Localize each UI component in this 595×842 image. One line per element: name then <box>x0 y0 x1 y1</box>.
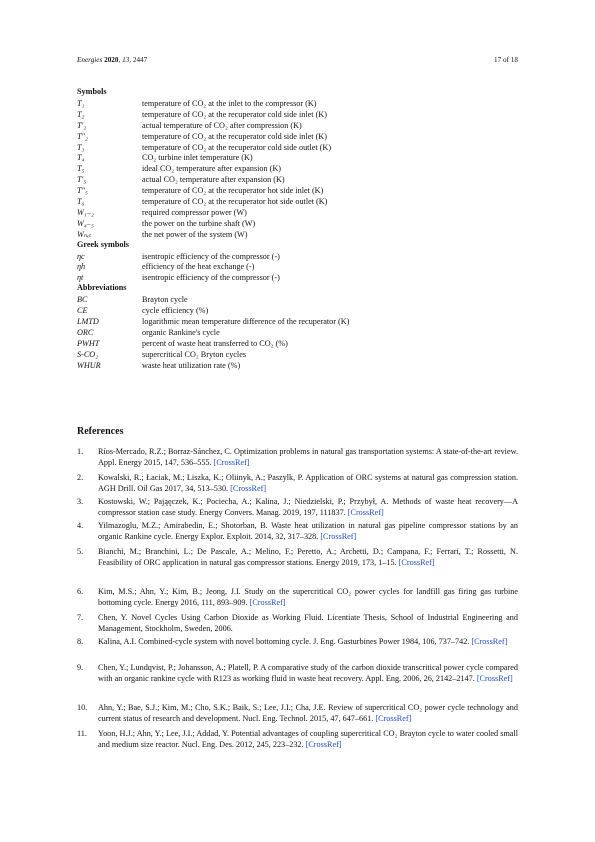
greek-heading: Greek symbols <box>77 239 129 249</box>
crossref-link[interactable]: [CrossRef] <box>476 674 513 683</box>
reference-text <box>98 728 518 750</box>
abbreviations-row <box>77 305 517 316</box>
abbreviations-row <box>77 360 517 371</box>
crossref-link[interactable]: [CrossRef] <box>320 532 357 541</box>
reference-item <box>77 520 518 542</box>
symbol-term: W₁₋₂ <box>77 207 94 217</box>
symbol-term: W₄₋₅ <box>77 218 94 228</box>
symbol-term: T₆ <box>77 197 85 206</box>
symbols-row <box>77 152 517 163</box>
page-header <box>77 56 518 68</box>
reference-body: Bianchi, M.; Branchini, L.; De Pascale, A.; Melino, F.; Peretto, A.; Archetti, D.; Campana, F.; Ferrari, T.; Rossetti, N. Feasibility of ORC application in natural gas compressor stations. Energy 2019, 173, 1–15. <box>98 547 518 567</box>
crossref-link[interactable]: [CrossRef] <box>230 484 267 493</box>
symbol-description: waste heat utilization rate (%) <box>142 360 241 370</box>
symbol-description: required compressor power (W) <box>142 207 247 217</box>
symbol-description: temperature of CO₂ at the recuperator hot side inlet (K) <box>142 186 324 196</box>
symbol-description: cycle efficiency (%) <box>142 306 209 315</box>
reference-number: 1. <box>77 447 84 456</box>
symbols-row <box>77 98 517 109</box>
symbol-description: supercritical CO₂ Bryton cycles <box>142 349 247 359</box>
symbols-row <box>77 120 517 131</box>
reference-body: Kalina, A.I. Combined-cycle system with novel bottoming cycle. J. Eng. Gasturbines Power 1984, 106, 737–742. <box>98 637 470 646</box>
reference-number: 10. <box>77 703 88 712</box>
symbol-description: actual temperature of CO₂ after compression (K) <box>142 120 302 130</box>
symbol-term: BC <box>77 295 88 305</box>
journal-citation: Energies 2020, 13, 2447 <box>77 56 148 64</box>
reference-item <box>77 636 518 647</box>
symbol-description: logarithmic mean temperature difference of the recuperator (K) <box>142 316 350 326</box>
reference-number: 9. <box>77 663 84 672</box>
symbol-description: temperature of CO₂ at the recuperator cold side outlet (K) <box>142 142 332 152</box>
symbols-row <box>77 163 517 174</box>
symbol-term: Wₙₑₜ <box>77 229 92 239</box>
reference-item <box>77 728 518 750</box>
symbols-heading: Symbols <box>77 87 107 96</box>
reference-body: Ríos-Mercado, R.Z.; Borraz-Sánchez, C. Optimization problems in natural gas transportation systems: A state-of-the-art review. Appl. Energy 2015, 147, 536–555. <box>98 447 518 467</box>
symbol-term: WHUR <box>77 360 101 370</box>
symbol-description: temperature of CO₂ at the recuperator hot side outlet (K) <box>142 197 328 206</box>
reference-text <box>98 636 518 647</box>
greek-row <box>77 261 517 272</box>
reference-number: 8. <box>77 637 84 646</box>
symbol-term: ηt <box>77 273 84 283</box>
reference-item <box>77 662 518 684</box>
reference-number: 4. <box>77 521 84 530</box>
article-number: 2447 <box>132 56 148 64</box>
symbol-term: T″₅ <box>77 186 88 196</box>
reference-body: Kostowski, W.; Pająęczek, K.; Pociecha, A.; Kalina, J.; Niedzielski, P.; Przybył, A. Methods of waste heat recovery—A compressor station case study. Energy Convers. Manag. 2019, 197, 111837. <box>98 497 518 517</box>
symbol-term: ηh <box>77 262 86 272</box>
reference-item <box>77 702 518 724</box>
journal-name: Energies <box>77 56 103 64</box>
symbols-row <box>77 142 517 153</box>
reference-item <box>77 612 518 634</box>
reference-text <box>98 702 518 724</box>
symbol-description: actual CO₂ temperature after expansion (K) <box>142 175 285 185</box>
symbol-description: temperature of CO₂ at the recuperator cold side inlet (K) <box>142 109 327 119</box>
reference-text <box>98 520 518 542</box>
reference-text <box>98 496 518 518</box>
symbol-description: efficiency of the heat exchange (-) <box>142 262 255 272</box>
symbol-description: organic Rankine's cycle <box>142 327 220 337</box>
abbreviations-row <box>77 338 517 349</box>
reference-number: 7. <box>77 613 84 622</box>
reference-body: Yilmazoglu, M.Z.; Amirabedin, E.; Shotorban, B. Waste heat utilization in natural gas pipeline compressor stations by an organic Rankine cycle. Energy Explor. Exploit. 2014, 32, 317–328. <box>98 521 518 541</box>
reference-number: 3. <box>77 497 84 506</box>
symbol-term: T₁ <box>77 98 85 108</box>
crossref-link[interactable]: [CrossRef] <box>398 558 435 567</box>
abbreviations-heading: Abbreviations <box>77 283 127 293</box>
abbreviations-row <box>77 294 517 305</box>
reference-item <box>77 586 518 608</box>
reference-item <box>77 446 518 468</box>
symbol-description: the net power of the system (W) <box>142 229 248 239</box>
reference-number: 2. <box>77 473 84 482</box>
symbol-description: Brayton cycle <box>142 295 188 305</box>
symbol-description: ideal CO₂ temperature after expansion (K) <box>142 164 282 174</box>
symbol-term: ηc <box>77 251 85 261</box>
symbol-term: T₃ <box>77 142 85 152</box>
symbols-row <box>77 229 517 240</box>
symbol-description: temperature of CO₂ at the inlet to the compressor (K) <box>142 98 317 108</box>
symbol-description: isentropic efficiency of the compressor (-) <box>142 251 280 261</box>
symbols-row <box>77 174 517 185</box>
symbol-term: T′₅ <box>77 175 87 185</box>
reference-number: 5. <box>77 547 84 556</box>
symbol-term: T₅ <box>77 164 85 174</box>
reference-body: Chen, Y.; Lundqvist, P.; Johansson, A.; Platell, P. A comparative study of the carbon dioxide transcritical power cycle compared with an organic rankine cycle with R123 as working fluid in waste heat recovery. Appl. Eng. 2006, 26, 2142–2147. <box>98 663 518 683</box>
symbol-term: T′₂ <box>77 120 87 130</box>
reference-text <box>98 662 518 684</box>
reference-item <box>77 472 518 494</box>
reference-body: Chen, Y. Novel Cycles Using Carbon Dioxide as Working Fluid. Licentiate Thesis, School of Industrial Engineering and Management, Stockholm, Sweden, 2006. <box>98 613 518 633</box>
greek-row <box>77 251 517 262</box>
reference-number: 6. <box>77 587 84 596</box>
reference-body: Kim, M.S.; Ahn, Y.; Kim, B.; Jeong, J.I. Study on the supercritical CO₂ power cycles for landfill gas firing gas turbine bottoming cycle. Energy 2016, 111, 893–909. <box>98 587 518 607</box>
symbol-term: T₂ <box>77 109 85 119</box>
symbols-row <box>77 207 517 218</box>
reference-body: Ahn, Y.; Bae, S.J.; Kim, M.; Cho, S.K.; Baik, S.; Lee, J.I.; Cha, J.E. Review of supercritical CO₂ power cycle technology and current status of research and development. Nucl. Eng. Technol. 2015, 47, 647–661. <box>98 703 518 723</box>
symbol-term: ORC <box>77 327 94 337</box>
symbol-term: S-CO₂ <box>77 349 99 359</box>
crossref-link[interactable]: [CrossRef] <box>305 740 342 749</box>
abbreviations-row <box>77 316 517 327</box>
greek-row <box>77 272 517 283</box>
symbols-row <box>77 185 517 196</box>
symbol-description: the power on the turbine shaft (W) <box>142 218 256 228</box>
reference-text <box>98 546 518 568</box>
symbol-term: T″₂ <box>77 131 88 141</box>
crossref-link[interactable]: [CrossRef] <box>249 598 286 607</box>
journal-year: 2020 <box>104 56 119 64</box>
symbol-description: temperature of CO₂ at the recuperator cold side inlet (K) <box>142 131 327 141</box>
symbol-term: T₄ <box>77 153 85 163</box>
reference-body: Yoon, H.J.; Ahn, Y.; Lee, J.I.; Addad, Y. Potential advantages of coupling supercritical CO₂ Brayton cycle to water cooled small and medium size reactor. Nucl. Eng. Des. 2012, 245, 223–232. <box>98 729 518 749</box>
abbreviations-row <box>77 349 517 360</box>
reference-text <box>98 586 518 608</box>
reference-body: Kowalski, R.; Łaciak, M.; Liszka, K.; Oliinyk, A.; Paszylk, P. Application of ORC systems at natural gas compression station. AGH Drill. Oil Gas 2017, 34, 513–530. <box>98 473 518 493</box>
references-heading: References <box>77 426 124 437</box>
symbol-description: CO₂ turbine inlet temperature (K) <box>142 153 253 163</box>
reference-item <box>77 546 518 568</box>
abbreviations-row <box>77 327 517 338</box>
symbols-row <box>77 196 517 207</box>
crossref-link[interactable]: [CrossRef] <box>213 458 250 467</box>
reference-number: 11. <box>77 729 87 738</box>
reference-text <box>98 472 518 494</box>
crossref-link[interactable]: [CrossRef] <box>471 637 508 646</box>
symbols-row <box>77 131 517 142</box>
symbol-term: LMTD <box>77 316 99 326</box>
symbol-description: isentropic efficiency of the compressor (-) <box>142 273 280 283</box>
crossref-link[interactable]: [CrossRef] <box>375 714 412 723</box>
symbol-term: CE <box>77 306 88 315</box>
symbols-row <box>77 218 517 229</box>
reference-text <box>98 612 518 634</box>
reference-item <box>77 496 518 518</box>
reference-text <box>98 446 518 468</box>
symbols-row <box>77 109 517 120</box>
journal-volume: 13 <box>122 56 130 64</box>
page-number: 17 of 18 <box>494 56 518 64</box>
crossref-link[interactable]: [CrossRef] <box>347 508 384 517</box>
symbol-term: PWHT <box>77 338 100 348</box>
symbol-description: percent of waste heat transferred to CO₂ (%) <box>142 338 288 348</box>
